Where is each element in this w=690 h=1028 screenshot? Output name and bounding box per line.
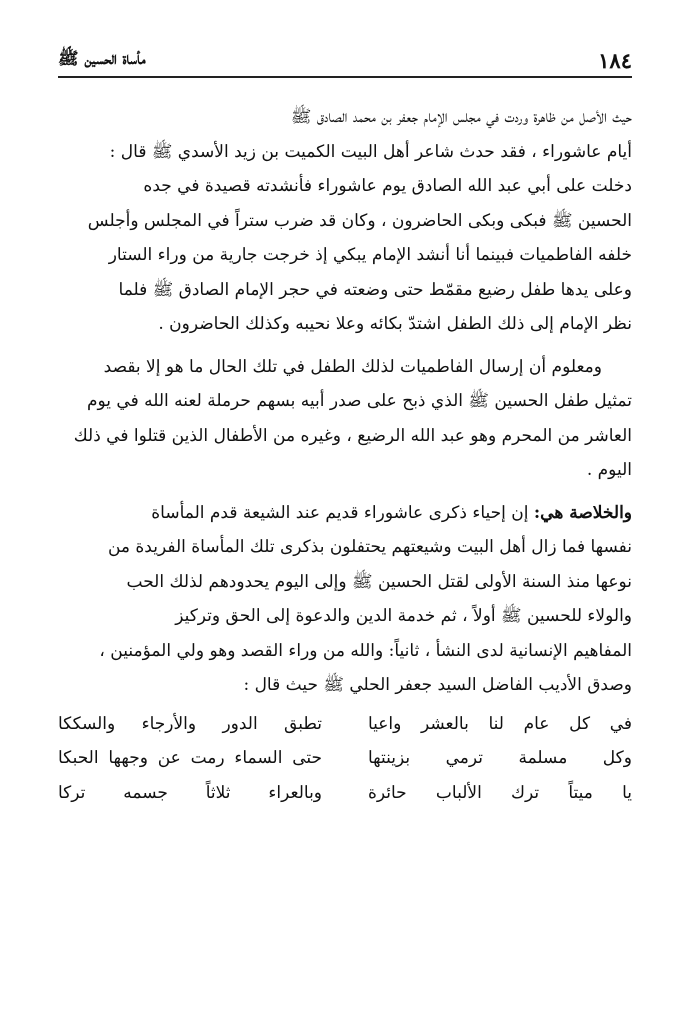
paragraph-2 bbox=[58, 350, 632, 488]
text-line: ومعلوم أن إرسال الفاطميات لذلك الطفل في تلك الحال ما هو إلا بقصد bbox=[103, 356, 602, 377]
text-line: وصدق الأديب الفاضل السيد جعفر الحلي ﷺ حيث قال : bbox=[243, 675, 632, 695]
poem-verse bbox=[58, 707, 632, 742]
text-line: نظر الإمام إلى ذلك الطفل اشتدّ بكائه وعلا نحيبه وكذلك الحاضرون . bbox=[158, 314, 632, 334]
verse-second-hemistich: تطبق الدور والأرجاء والسككا bbox=[58, 713, 323, 734]
text-line: تمثيل طفل الحسين ﷺ الذي ذبح على صدر أبيه بسهم حرملة لعنه الله في يوم bbox=[86, 391, 632, 411]
text-line: العاشر من المحرم وهو عبد الله الرضيع ، وغيره من الأطفال الذين قتلوا في ذلك bbox=[73, 425, 632, 446]
text-line: أيام عاشوراء ، فقد حدث شاعر أهل البيت الكميت بن زيد الأسدي ﷺ قال : bbox=[109, 141, 632, 162]
text-line: اليوم . bbox=[586, 460, 632, 480]
paragraph-1 bbox=[58, 100, 632, 342]
text-run: إن إحياء ذكرى عاشوراء قديم عند الشيعة قدم المأساة bbox=[151, 502, 534, 523]
verse-first-hemistich: في كل عام لنا بالعشر واعيا bbox=[367, 713, 632, 734]
poem bbox=[58, 707, 632, 811]
text-line: نفسها فما زال أهل البيت وشيعتهم يحتفلون بذكرى تلك المأساة الفريدة من bbox=[107, 537, 632, 557]
verse-second-hemistich: حتى السماء رمت عن وجهها الحبكا bbox=[58, 748, 323, 768]
text-line: نوعها منذ السنة الأولى لقتل الحسين ﷺ وإلى اليوم يحدودهم لذلك الحب bbox=[126, 571, 632, 592]
page-number: ١٨٤ bbox=[598, 47, 632, 73]
verse-first-hemistich: وكل مسلمة ترمي بزينتها bbox=[367, 748, 632, 768]
text-line: وعلى يدها طفل رضيع مقمّط حتى وضعته في حجر الإمام الصادق ﷺ فلما bbox=[118, 279, 632, 300]
running-title: مأساة الحسين ﷺ bbox=[58, 48, 146, 69]
text-line: دخلت على أبي عبد الله الصادق يوم عاشوراء فأنشدته قصيدة في جده bbox=[143, 176, 632, 196]
page-header bbox=[58, 44, 632, 78]
text-line: حيث الأصل من ظاهرة وردت في مجلس الإمام جعفر بن محمد الصادق ﷺ bbox=[290, 107, 632, 127]
page-body bbox=[58, 100, 632, 810]
paragraph-3 bbox=[58, 496, 632, 703]
text-line: الحسين ﷺ فبكى وبكى الحاضرون ، وكان قد ضرب ستراً في المجلس وأجلس bbox=[87, 210, 632, 231]
summary-lead: والخلاصة هي: bbox=[533, 502, 632, 523]
verse-first-hemistich: يا ميتاً ترك الألباب حائرة bbox=[367, 782, 632, 803]
text-line: المفاهيم الإنسانية لدى النشأ ، ثانياً: والله من وراء القصد وهو ولي المؤمنين ، bbox=[99, 640, 632, 661]
text-line bbox=[58, 496, 632, 531]
text-line: خلفه الفاطميات فبينما أنا أنشد الإمام يبكي إذ خرجت جارية من وراء الستار bbox=[108, 245, 632, 265]
poem-verse bbox=[58, 776, 632, 811]
verse-second-hemistich: وبالعراء ثلاثاً جسمه تركا bbox=[58, 782, 323, 803]
poem-verse bbox=[58, 741, 632, 776]
text-line: والولاء للحسين ﷺ أولاً ، ثم خدمة الدين والدعوة إلى الحق وتركيز bbox=[175, 606, 632, 626]
